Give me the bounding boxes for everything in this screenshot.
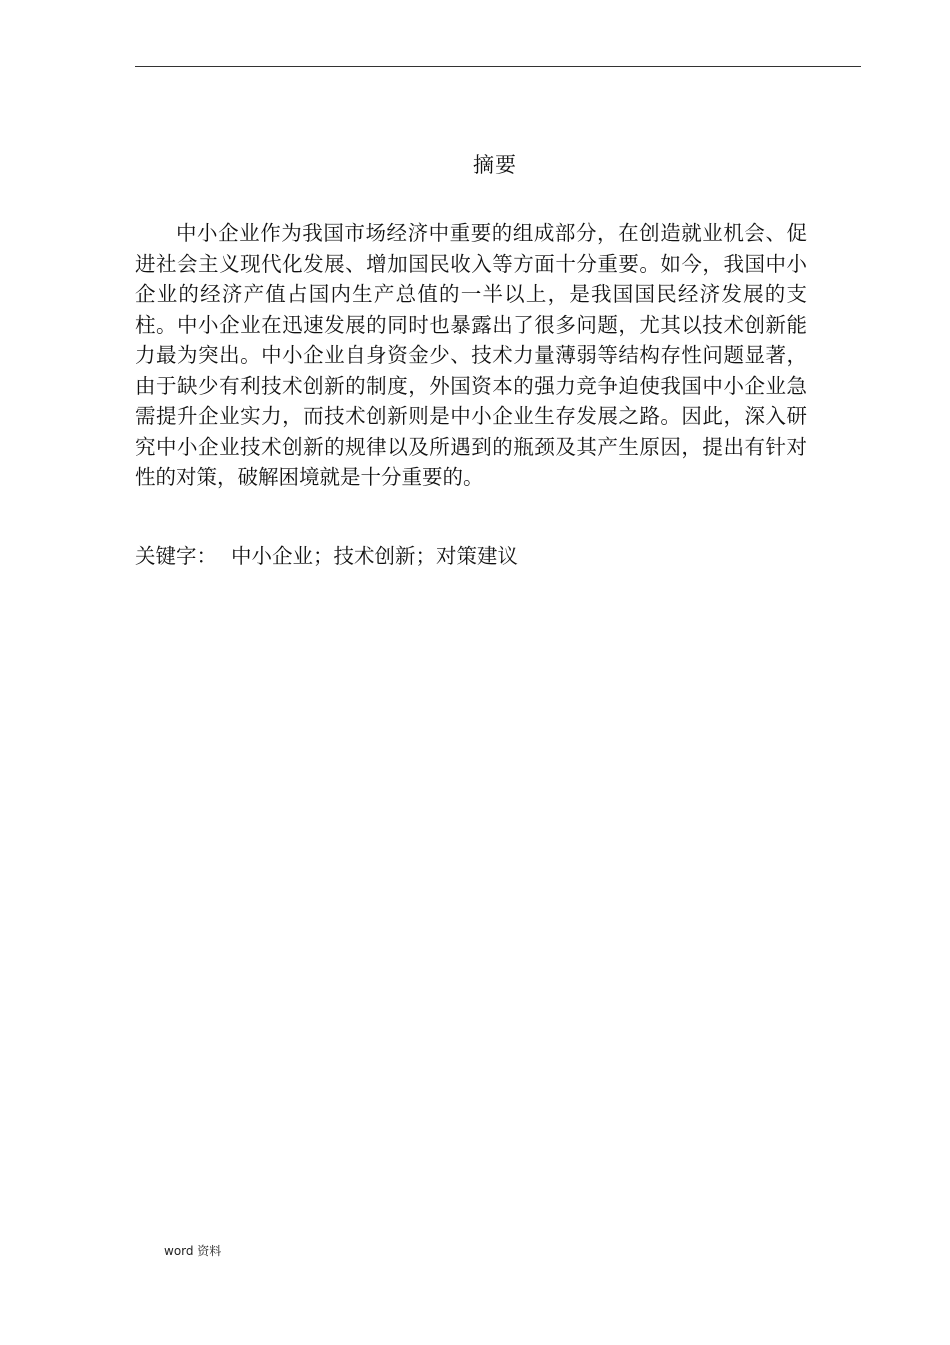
keywords-list: 中小企业；技术创新；对策建议 xyxy=(231,544,518,568)
abstract-body: 中小企业作为我国市场经济中重要的组成部分，在创造就业机会、促进社会主义现代化发展、增加国民收入等方面十分重要。如今，我国中小企业的经济产值占国内生产总值的一半以上，是我国国民经济发展的支柱。中小企业在迅速发展的同时也暴露出了很多问题，尤其以技术创新能力最为突出。中小企业自身资金少、技术力量薄弱等结构存性问题显著，由于缺少有利技术创新的制度，外国资本的强力竞争迫使我国中小企业急需提升企业实力，而技术创新则是中小企业生存发展之路。因此，深入研究中小企业技术创新的规律以及所遇到的瓶颈及其产生原因，提出有针对性的对策，破解困境就是十分重要的。 xyxy=(135,221,807,489)
header-rule xyxy=(135,66,861,67)
keywords-line xyxy=(135,541,518,571)
keywords-label: 关键字： xyxy=(135,544,217,568)
abstract-title: 摘要 xyxy=(473,153,517,177)
footer-text: word 资料 xyxy=(164,1244,222,1258)
